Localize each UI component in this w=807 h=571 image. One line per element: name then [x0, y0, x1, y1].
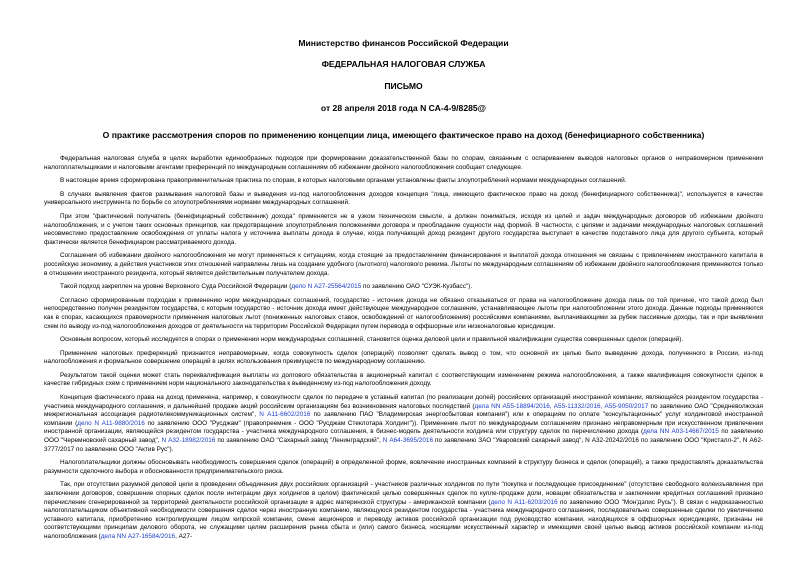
case-link[interactable]: дело N А11-6203/2016	[490, 498, 558, 506]
case-link[interactable]: N А64-3695/2016	[382, 437, 434, 445]
case-link[interactable]: дела NN А55-18894/2016, А55-11332/2016, А55-9050/2017	[474, 402, 649, 410]
service-title: ФЕДЕРАЛЬНАЯ НАЛОГОВАЯ СЛУЖБА	[321, 59, 486, 69]
paragraph: В случаях выявления фактов размывания налоговой базы и выведения из-под налогообложения доходов концепция "лица, имеющего фактическое право на доход (бенефициарного собственника)", используется в качестве универсального инструмента по борьбе со злоупотреблениями нормами международных соглашений.	[44, 190, 763, 207]
paragraph-text: по заявлению ООО "Русджам" (правопреемник - ООО "Русджам Стеклотара Холдинг")). Применение льгот по международным соглашениям признано неправомерным при искусственном привлечении иностранной организации, являющейся резидентом государства - участника международного соглашения, в бизнес-модель деятельности холдинга или структуру сделок по перечислению дохода (	[44, 419, 763, 436]
paragraph-text: по заявлению ЗАО "Уваровский сахарный завод", N А32-20242/2016 по заявлению ООО "Кристалл-2", N А62-3777/2017 по заявлению ООО "Актив Рус").	[44, 437, 764, 453]
doc-type: ПИСЬМО	[384, 81, 423, 91]
paragraph-text: по заявлению ОАО "Сахарный завод "Ленинградский",	[215, 437, 383, 445]
case-link[interactable]: дела NN А03-14667/2015	[643, 428, 719, 436]
case-link[interactable]: N А11-6602/2016	[259, 411, 311, 419]
paragraph-text: по заявлению ОАО "Средневолжская межрегиональная ассоциация радиотелекоммуникационных систем",	[44, 402, 763, 419]
paragraph: Основным вопросом, который исследуется в спорах о применении норм международных соглашений, становится оценка деловой цели и правильной квалификации существа совершенных сделок (операций).	[60, 336, 684, 344]
case-link[interactable]: дело N А27-25564/2015	[291, 283, 362, 291]
paragraph	[44, 394, 763, 454]
paragraph-text: по заявлению ОАО "СУЭК-Кузбасс").	[361, 283, 473, 291]
paragraph: Налогоплательщики должны обосновывать необходимость совершения сделок (операций) в определенной форме, вовлечение иностранных компаний в структуру бизнеса и сделок (операций), а также предоставлять доказательства разумности сделочного выбора и обоснованности предпринимательского риска.	[44, 459, 763, 475]
paragraph: Федеральная налоговая служба в целях выработки единообразных подходов при формировании доказательственной базы по спорам, связанным с оспариванием выводов налоговых органов о неправомерном применении налогоплательщиками и налоговыми агентами преференций по международным соглашениям об избежании двойного налогообложения сообщает следующее.	[44, 155, 763, 171]
paragraph-text: Такой подход закреплен на уровне Верховного Суда Российской Федерации (	[60, 283, 292, 291]
case-link[interactable]: дела NN А27-16584/2016	[100, 532, 176, 540]
paragraph-text: , А27-	[175, 532, 193, 540]
paragraph	[44, 283, 763, 292]
paragraph: Результатом такой оценки может стать переквалификация выплаты из долгового обязательства в акционерный капитал с соответствующим изменением режима налогообложения, а также квалификация совокупности сделок в качестве гибридных схем с применением норм национального законодательства к выведенному из-под налогообложения доходу.	[44, 371, 763, 388]
paragraph: В настоящее время сформирована правоприменительная практика по спорам, в которых налоговыми органами установлены факты злоупотреблений нормами международных соглашений.	[60, 177, 627, 185]
letter-body	[44, 141, 763, 542]
paragraph-text: Концепция фактического права на доход применена, например, к совокупности сделок по передаче в уставный капитал (по реализации долей) российских организаций иностранной компании, являющейся резидентом государства - участника международного соглашения, и дальнейшей продаже акций российским организациям без возникновения налоговых последствий (	[44, 394, 763, 410]
paragraph: Соглашения об избежании двойного налогообложения не могут применяться к ситуациям, когда стоящие за предоставлением финансирования и выплатой дохода отношения не связаны с привлечением иностранного капитала в российскую экономику, а действия участников этих отношений направлены лишь на создание удобного (льготного) налогового режима. Льготы по международным соглашениям об избежании двойного налогообложения применяются только в отношении иностранного резидента, который является действительным получателем дохода.	[44, 252, 763, 277]
paragraph-text: Так, при отсутствии разумной деловой цели в проведении объединения двух российских организаций - участников различных холдингов по пути "покупка и последующее присоединение" (отсутствие свободного волеизъявления при заключении договоров, совершение спорных сделок после интеграции двух холдингов в целом) фактической целью совершенных сделок по купле-продаже доли, новации обязательства и заключении кредитных соглашений признано перечисление сгенерированной за территорией деятельности российской организации в адрес материнской структуры - американской компании (	[44, 481, 763, 506]
paragraph: При этом "фактический получатель (бенефициарный собственник) дохода" применяется не в узком техническом смысле, а должен пониматься, исходя из целей и задач международных договоров об избежании двойного налогообложения, и с учетом таких основных принципов, как предотвращение злоупотребления положениями договора и преобладание сущности над формой. В частности, с целями и задачами международных налоговых соглашений несовместимо предоставление освобождения от уплаты налога у источника выплаты дохода в случае, когда получающий доход резидент другого государства выступает в качестве подставного лица для другого субъекта, который фактически является бенефициаром рассматриваемого дохода.	[44, 212, 763, 246]
ministry-title: Министерство финансов Российской Федерации	[298, 38, 509, 48]
case-link[interactable]: дело N А11-9880/2016	[77, 419, 145, 427]
paragraph: Применение налоговых преференций признается неправомерным, когда совокупность сделок (операций) позволяет сделать вывод о том, что основной их целью было выведение дохода, полученного в России, из-под налогообложения и формальное совершение операций в целях использования преимуществ по международному соглашению.	[44, 349, 763, 366]
paragraph: Согласно сформированным подходам к применению норм международных соглашений, государство - источник дохода не обязано отказываться от права на налогообложение дохода лишь по той причине, что такой доход был непосредственно получен резидентом государства, с которым государство - источник дохода имеет действующее международное соглашение, устанавливающее льготы при налогообложении этого дохода. Данные подходы применяются как в спорах, касающихся правомерности применения налоговых льгот (пониженных налоговых ставок, освобождений от налогообложения) российскими компаниями, выплачивающими за рубеж пассивные доходы, так и при выявлении схем по выводу из-под налогообложения доходов от деятельности на территории Российской Федерации путем перевода в оффшорные или низконалоговые юрисдикции.	[44, 296, 763, 330]
paragraph-text: по заявлению ООО "Черемновский сахарный завод",	[44, 428, 764, 445]
subject: О практике рассмотрения споров по применению концепции лица, имеющего фактическое право на доход (бенефициарного собственника)	[102, 130, 705, 140]
case-link[interactable]: N А32-18982/2016	[161, 437, 216, 445]
paragraph-text: по заявлению ООО "Мон'дэлис Русь"). В связи с недоказанностью налогоплательщиком объективной необходимости совершения сделок через иностранную компанию, являющуюся резидентом государства - участника международного соглашения, последовательно совершенные сделки по увеличению уставного капитала, приобретению контролирующим лицом кипрской компании, смене акционеров и переводу активов российской организации под руководство компании, находящихся в оффшорных юрисдикциях, признаны не соответствующими принципам делового оборота, не служащими целям расширения рынка сбыта и (или) самого бизнеса, носящими искусственный характер и имеющими своей целью вывод активов российской компании из-под налогообложения (	[44, 498, 763, 540]
paragraph	[44, 481, 763, 541]
date-number: от 28 апреля 2018 года N СА-4-9/8285@	[320, 103, 487, 113]
paragraph-text: по заявлению ПАО "Владимирская энергосбытовая компания") или к операциям по оплате "консультационных" услуг холдинговой иностранной компании (	[44, 411, 763, 427]
